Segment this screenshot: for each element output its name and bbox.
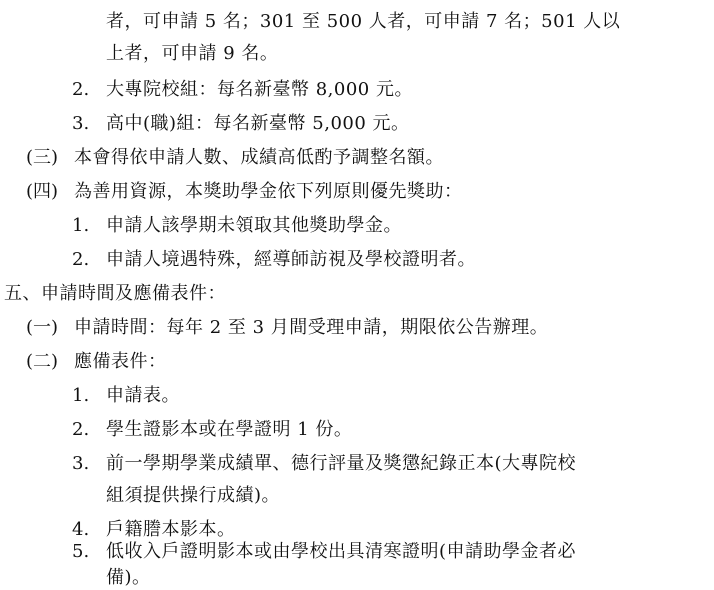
doc-number-3: 3.: [72, 453, 90, 474]
item-number-3: 3.: [72, 113, 90, 134]
text-priority-principle: 為善用資源，本獎助學金依下列原則優先獎助：: [74, 181, 463, 202]
item-number-2: 2.: [72, 79, 90, 100]
item-number-2b: 2.: [72, 249, 90, 270]
text-low-income-proof-cont: 備)。: [106, 567, 151, 588]
text-required-documents: 應備表件：: [74, 351, 167, 372]
text-low-income-proof: 低收入戶證明影本或由學校出具清寒證明(申請助學金者必: [106, 541, 577, 562]
text-transcript: 前一學期學業成績單、德行評量及獎懲紀錄正本(大專院校: [106, 453, 577, 474]
item-number-1: 1.: [72, 215, 90, 236]
text-line-1: 者，可申請 5 名；301 至 500 人者，可申請 7 名；501 人以: [106, 11, 621, 32]
text-student-id-copy: 學生證影本或在學證明 1 份。: [106, 419, 353, 440]
doc-number-5: 5.: [72, 541, 90, 562]
text-highschool-group: 高中(職)組：每名新臺幣 5,000 元。: [106, 113, 410, 134]
text-household-register: 戶籍謄本影本。: [106, 519, 236, 540]
section-number-3: (三): [26, 147, 59, 168]
doc-number-2: 2.: [72, 419, 90, 440]
heading-section-5: 五、申請時間及應備表件：: [4, 283, 226, 304]
text-application-period: 申請時間：每年 2 至 3 月間受理申請，期限依公告辦理。: [74, 317, 549, 338]
text-line-2: 上者，可申請 9 名。: [106, 43, 279, 64]
doc-number-1: 1.: [72, 385, 90, 406]
text-special-circumstances: 申請人境遇特殊，經導師訪視及學校證明者。: [106, 249, 476, 270]
text-transcript-cont: 組須提供操行成績)。: [106, 485, 281, 506]
text-application-form: 申請表。: [106, 385, 180, 406]
section-number-1: (一): [26, 317, 59, 338]
doc-number-4: 4.: [72, 519, 90, 540]
section-number-2: (二): [26, 351, 59, 372]
section-number-4: (四): [26, 181, 59, 202]
text-no-other-scholarship: 申請人該學期未領取其他獎助學金。: [106, 215, 402, 236]
text-adjust-quota: 本會得依申請人數、成績高低酌予調整名額。: [74, 147, 444, 168]
text-university-group: 大專院校組：每名新臺幣 8,000 元。: [106, 79, 413, 100]
